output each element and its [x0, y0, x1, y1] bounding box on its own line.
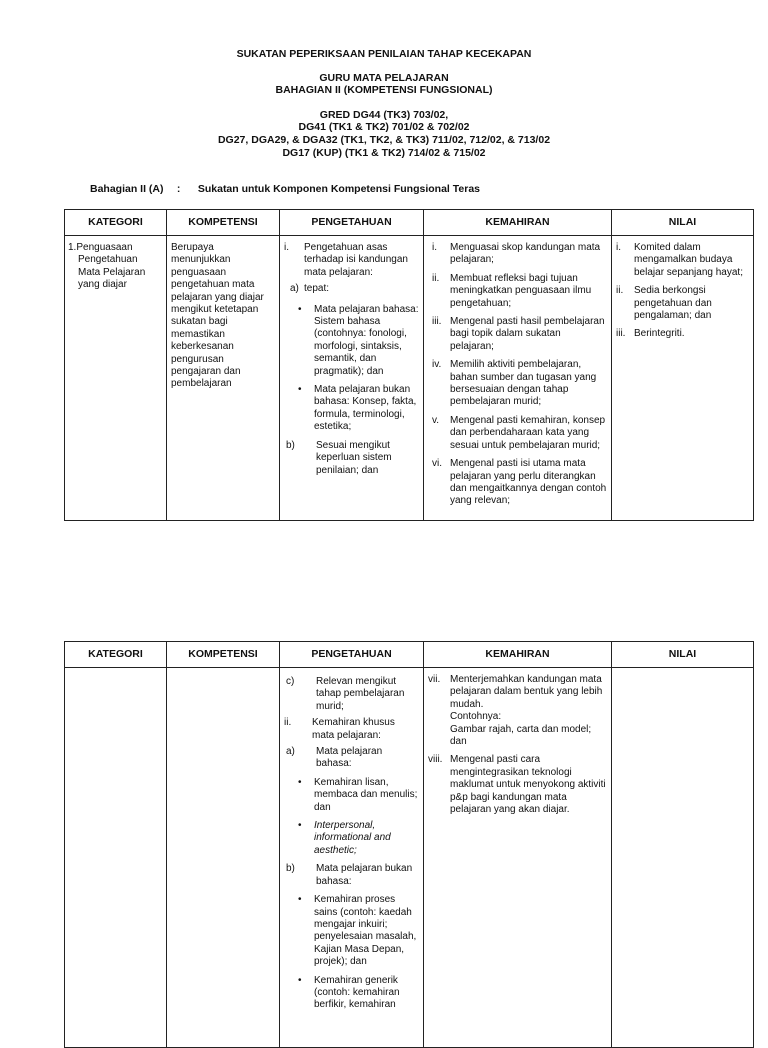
- kompetensi-cell: [167, 668, 280, 1048]
- syllabus-table-1: [64, 209, 754, 521]
- list-text: Memilih aktiviti pembelajaran, bahan sumber dan tugasan yang bersesuaian dengan tahap pembelajaran murid;: [450, 359, 597, 408]
- bullet-icon: •: [298, 820, 302, 832]
- list-text: Sedia berkongsi pengetahuan dan pengalaman; dan: [634, 285, 712, 322]
- list-text: Mengenal pasti kemahiran, konsep dan perbendaharaan kata yang sesuai untuk pembelajaran murid;: [450, 414, 606, 451]
- doc-subtitle: GURU MATA PELAJARAN: [319, 72, 449, 84]
- list-item: [432, 458, 607, 508]
- col-kompetensi: KOMPETENSI: [167, 210, 280, 236]
- list-item: a) Mata pelajaran bahasa:: [286, 746, 383, 770]
- list-number: ii.: [432, 272, 440, 284]
- list-number: iii.: [432, 316, 442, 328]
- kompetensi-text: Berupaya menunjukkan penguasaan pengetahuan mata pelajaran yang diajar mengikut ketetapan sukatan bagi memastikan keberkesanan pengurusan pengajaran dan pembelajaran: [171, 242, 264, 390]
- kategori-cell: [65, 236, 167, 521]
- list-number: v.: [432, 414, 440, 426]
- bullet-icon: •: [298, 776, 302, 788]
- section-code: Bahagian II (A): [90, 183, 164, 195]
- section-title: Sukatan untuk Komponen Kompetensi Fungsional Teras: [197, 183, 481, 195]
- col-kategori: KATEGORI: [65, 642, 167, 668]
- bullet-item: • Mata pelajaran bahasa: Sistem bahasa (contohnya: fonologi, morfologi, sintaksis, semantik, dan pragmatik); dan: [298, 303, 419, 377]
- list-number: ii.: [616, 285, 624, 297]
- list-item: a) tepat:: [290, 283, 330, 295]
- kemahiran-list: [432, 242, 607, 508]
- doc-title: SUKATAN PEPERIKSAAN PENILAIAN TAHAP KECEKAPAN: [236, 48, 532, 60]
- nilai-cell: [612, 236, 754, 521]
- list-item: vii. Menterjemahkan kandungan mata pelajaran dalam bentuk yang lebih mudah. Contohnya: Gambar rajah, carta dan model; dan: [428, 674, 603, 748]
- list-item: [432, 316, 607, 353]
- syllabus-table-2: [64, 641, 754, 1048]
- list-number: i.: [616, 242, 621, 253]
- list-number: i.: [432, 242, 437, 253]
- grade-line-2: DG41 (TK1 & TK2) 701/02 & 702/02: [298, 121, 470, 133]
- list-item: c) Relevan mengikut tahap pembelajaran murid;: [286, 676, 405, 712]
- grade-line-3: DG27, DGA29, & DGA32 (TK1, TK2, & TK3) 711/02, 712/02, & 713/02: [217, 134, 551, 146]
- kemahiran-cell: [424, 668, 612, 1048]
- list-item: viii. Mengenal pasti cara mengintegrasikan teknologi maklumat untuk menyokong aktiviti p&p bagi kandungan mata pelajaran yang akan diajar.: [428, 754, 606, 816]
- list-item: i. Pengetahuan asas terhadap isi kandungan mata pelajaran:: [284, 242, 408, 278]
- nilai-cell: [612, 668, 754, 1048]
- list-text: Menguasai skop kandungan mata pelajaran;: [450, 242, 601, 266]
- bullet-icon: •: [298, 974, 302, 986]
- nilai-list: [616, 242, 749, 341]
- table-header-row: [65, 210, 754, 236]
- list-text: Membuat refleksi bagi tujuan meningkatkan penguasaan ilmu pengetahuan;: [450, 272, 592, 309]
- kategori-text: 1.Penguasaan Pengetahuan Mata Pelajaran yang diajar: [68, 242, 146, 291]
- col-kemahiran: KEMAHIRAN: [424, 642, 612, 668]
- doc-part: BAHAGIAN II (KOMPETENSI FUNGSIONAL): [275, 84, 493, 96]
- list-item: [432, 242, 607, 267]
- list-item: [616, 285, 749, 322]
- grade-line-1: GRED DG44 (TK3) 703/02,: [319, 109, 449, 121]
- bullet-icon: •: [298, 384, 302, 396]
- list-item: [432, 273, 607, 310]
- list-item: [432, 359, 607, 409]
- list-text: Mengenal pasti hasil pembelajaran bagi topik dalam sukatan pelajaran;: [450, 316, 605, 352]
- list-text: Berintegriti.: [634, 328, 685, 340]
- col-pengetahuan: PENGETAHUAN: [280, 642, 424, 668]
- pengetahuan-cell: [280, 668, 424, 1048]
- list-item: b) Mata pelajaran bukan bahasa:: [286, 863, 413, 887]
- list-item: ii. Kemahiran khusus mata pelajaran:: [284, 717, 395, 741]
- bullet-item: • Kemahiran lisan, membaca dan menulis; dan: [298, 776, 418, 813]
- list-text: Komited dalam mengamalkan budaya belajar sepanjang hayat;: [634, 242, 743, 278]
- list-item: b) Sesuai mengikut keperluan sistem penilaian; dan: [286, 439, 392, 476]
- list-item: [432, 415, 607, 452]
- bullet-icon: •: [298, 303, 302, 315]
- bullet-item: • Mata pelajaran bukan bahasa: Konsep, fakta, formula, terminologi, estetika;: [298, 384, 417, 433]
- list-item: [616, 328, 749, 340]
- kompetensi-cell: [167, 236, 280, 521]
- list-number: iv.: [432, 359, 442, 371]
- col-pengetahuan: PENGETAHUAN: [280, 210, 424, 236]
- list-number: vi.: [432, 458, 442, 470]
- col-kategori: KATEGORI: [65, 210, 167, 236]
- col-nilai: NILAI: [612, 210, 754, 236]
- list-text: Mengenal pasti isi utama mata pelajaran yang perlu diterangkan dan mengaitkannya dengan contoh yang relevan;: [450, 458, 607, 507]
- col-kompetensi: KOMPETENSI: [167, 642, 280, 668]
- list-number: iii.: [616, 328, 626, 340]
- section-colon: :: [176, 183, 181, 195]
- bullet-item: • Kemahiran generik (contoh: kemahiran berfikir, kemahiran: [298, 974, 400, 1011]
- table-row: [65, 668, 754, 1048]
- pengetahuan-cell: [280, 236, 424, 521]
- section-heading: [90, 183, 480, 195]
- col-kemahiran: KEMAHIRAN: [424, 210, 612, 236]
- table-row: [65, 236, 754, 521]
- grade-line-4: DG17 (KUP) (TK1 & TK2) 714/02 & 715/02: [282, 147, 486, 159]
- bullet-item: • Interpersonal, informational and aesthetic;: [298, 820, 391, 856]
- col-nilai: NILAI: [612, 642, 754, 668]
- kategori-cell: [65, 668, 167, 1048]
- kemahiran-cell: [424, 236, 612, 521]
- list-item: [616, 242, 749, 279]
- bullet-icon: •: [298, 894, 302, 906]
- bullet-item: • Kemahiran proses sains (contoh: kaedah mengajar inkuiri; penyelesaian masalah, Kajian Masa Depan, projek); dan: [298, 894, 417, 968]
- table-header-row: [65, 642, 754, 668]
